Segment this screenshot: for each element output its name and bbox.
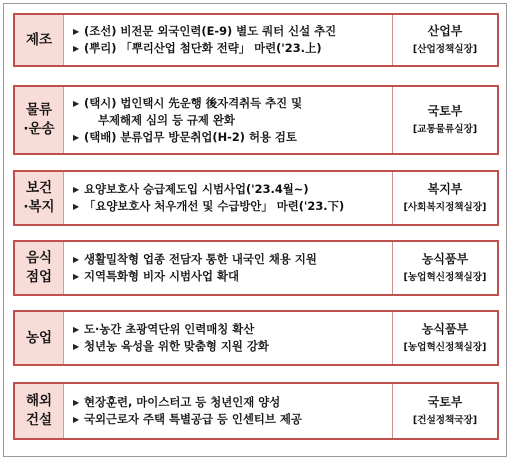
sector-label-line: 건설 xyxy=(25,412,53,428)
ministry-dept: [산업정책실장] xyxy=(412,44,478,55)
triangle-bullet-icon: ▶ xyxy=(73,255,80,264)
item-text: 요양보호사 승급제도입 시범사업('23.4월~) xyxy=(84,182,309,196)
policy-row-agriculture xyxy=(13,310,499,366)
sector-label xyxy=(15,172,64,224)
item-text: (택배) 분류업무 방문취업(H-2) 허용 검토 xyxy=(84,129,297,144)
item-list xyxy=(73,15,393,65)
triangle-bullet-icon: ▶ xyxy=(73,415,80,424)
list-item xyxy=(73,198,393,215)
triangle-bullet-icon: ▶ xyxy=(73,398,80,407)
item-text: 지역특화형 비자 시범사업 확대 xyxy=(84,269,239,283)
triangle-bullet-icon: ▶ xyxy=(73,185,80,194)
policy-row-logistics xyxy=(13,85,499,155)
list-item xyxy=(73,95,393,112)
policy-row-health-welfare xyxy=(13,170,499,226)
list-item xyxy=(73,40,393,57)
ministry-name: 국토부 xyxy=(427,395,463,409)
sector-label xyxy=(15,384,64,438)
sector-label-line: 농업 xyxy=(25,329,53,346)
item-text: 생활밀착형 업종 전담자 통한 내국인 채용 지원 xyxy=(84,252,317,266)
sector-label-line: 해외 xyxy=(25,393,53,409)
ministry-dept: [농업혁신정책실장] xyxy=(403,342,487,353)
ministry-name: 산업부 xyxy=(427,24,463,38)
triangle-bullet-icon: ▶ xyxy=(73,44,80,53)
list-item xyxy=(73,321,393,338)
item-list xyxy=(73,384,393,438)
list-item xyxy=(73,181,393,198)
triangle-bullet-icon: ▶ xyxy=(73,27,80,36)
ministry-name: 복지부 xyxy=(427,182,463,196)
item-list xyxy=(73,312,393,364)
sector-label-line: 점업 xyxy=(25,269,53,285)
item-text: (택시) 법인택시 先운행 後자격취득 추진 및 xyxy=(84,95,303,110)
ministry-dept: [농업혁신정책실장] xyxy=(403,272,487,283)
ministry-cell xyxy=(392,312,497,364)
sector-label xyxy=(15,87,64,153)
item-text: 도·농간 초광역단위 인력매칭 확산 xyxy=(84,322,255,336)
sector-label-line: ·복지 xyxy=(23,199,55,215)
item-list xyxy=(73,242,393,294)
sector-label xyxy=(15,242,64,294)
policy-row-overseas-construction xyxy=(13,382,499,440)
item-list xyxy=(73,172,393,224)
list-item xyxy=(73,251,393,268)
policy-row-manufacturing xyxy=(13,13,499,67)
item-text: (조선) 비전문 외국인력(E-9) 별도 쿼터 신설 추진 xyxy=(84,24,337,38)
ministry-dept: [사회복지정책실장] xyxy=(403,202,487,213)
item-text: 현장훈련, 마이스터고 등 청년인재 양성 xyxy=(84,395,281,409)
ministry-name: 농식품부 xyxy=(421,322,469,336)
triangle-bullet-icon: ▶ xyxy=(73,272,80,281)
sector-label-line: 물류 xyxy=(25,102,53,118)
list-item xyxy=(73,23,393,40)
item-text: 부제해제 심의 등 규제 완화 xyxy=(98,112,235,127)
item-text: (뿌리) 「뿌리산업 첨단화 전략」 마련('23.上) xyxy=(84,41,322,55)
sector-label-line: ·운송 xyxy=(23,121,55,137)
item-text: 청년농 육성을 위한 맞춤형 지원 강화 xyxy=(84,339,269,353)
ministry-cell xyxy=(392,172,497,224)
list-item xyxy=(73,129,393,146)
triangle-bullet-icon: ▶ xyxy=(73,98,80,108)
ministry-name: 농식품부 xyxy=(421,252,469,266)
sector-label-line: 음식 xyxy=(25,250,53,266)
item-list xyxy=(73,87,393,153)
sector-label-line: 제조 xyxy=(25,31,53,48)
ministry-cell xyxy=(392,87,497,153)
triangle-bullet-icon: ▶ xyxy=(73,325,80,334)
item-text: 국외근로자 주택 특별공급 등 인센티브 제공 xyxy=(84,412,302,426)
ministry-name: 국토부 xyxy=(427,104,463,118)
sector-label-line: 보건 xyxy=(25,180,53,196)
triangle-bullet-icon: ▶ xyxy=(73,132,80,142)
list-item xyxy=(73,394,393,411)
list-item-continuation xyxy=(73,112,393,129)
ministry-cell xyxy=(392,15,497,65)
sector-label xyxy=(15,312,64,364)
policy-row-food-service xyxy=(13,240,499,296)
ministry-dept: [교통물류실장] xyxy=(412,124,478,135)
ministry-dept: [건설정책국장] xyxy=(412,415,478,426)
sector-label xyxy=(15,15,64,65)
list-item xyxy=(73,338,393,355)
ministry-cell xyxy=(392,384,497,438)
triangle-bullet-icon: ▶ xyxy=(73,342,80,351)
ministry-cell xyxy=(392,242,497,294)
list-item xyxy=(73,411,393,428)
item-text: 「요양보호사 처우개선 및 수급방안」 마련('23.下) xyxy=(84,199,345,213)
list-item xyxy=(73,268,393,285)
triangle-bullet-icon: ▶ xyxy=(73,202,80,211)
